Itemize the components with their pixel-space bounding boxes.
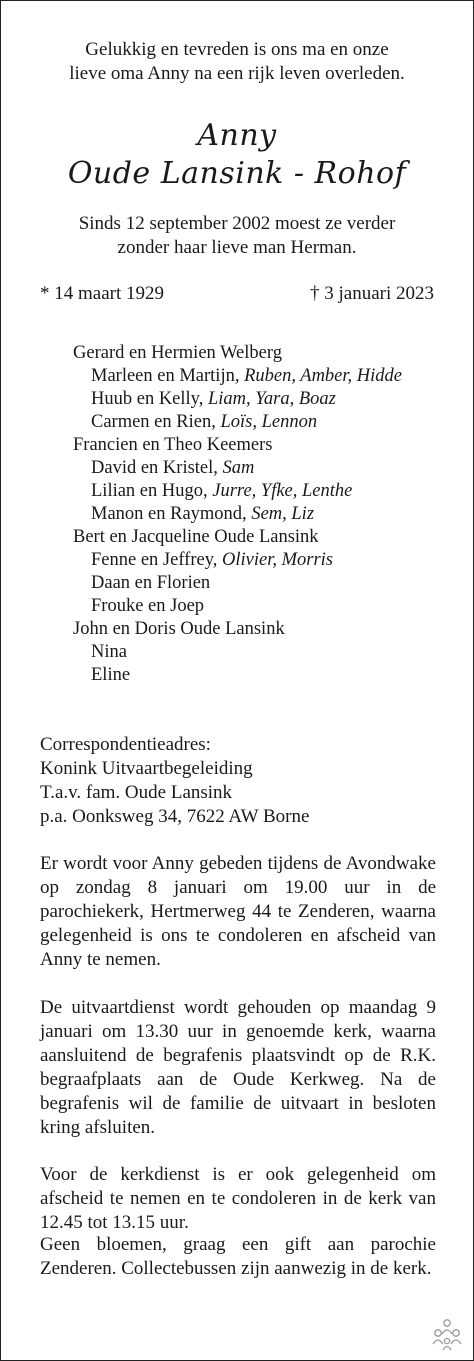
- family-child-entry: [73, 618, 402, 641]
- family-grandchild-entry: [73, 388, 402, 411]
- great-grandchildren-names: Ruben, Amber, Hidde: [244, 366, 403, 386]
- people-group-icon: [430, 1317, 464, 1351]
- family-names: Nina: [91, 642, 127, 662]
- farewell-paragraph: Voor de kerkdienst is er ook gelegenheid om afscheid te nemen en te condoleren in de kerk van 12.45 tot 13.15 uur.: [40, 1164, 436, 1233]
- family-grandchild-entry: [73, 365, 402, 388]
- family-names: Frouke en Joep: [91, 596, 205, 616]
- family-names: Fenne en Jeffrey,: [91, 550, 222, 570]
- deceased-name: [0, 117, 474, 193]
- great-grandchildren-names: Olivier, Morris: [222, 550, 333, 570]
- since-line: zonder haar lieve man Herman.: [117, 237, 357, 258]
- great-grandchildren-names: Jurre, Yfke, Lenthe: [212, 481, 353, 501]
- family-names: Huub en Kelly,: [91, 389, 208, 409]
- family-grandchild-entry: [73, 457, 402, 480]
- family-grandchild-entry: [73, 549, 402, 572]
- correspondence-address: [40, 733, 309, 829]
- address-line: Correspondentieadres:: [40, 734, 211, 755]
- family-names: Carmen en Rien,: [91, 412, 221, 432]
- great-grandchildren-names: Sem, Liz: [251, 504, 315, 524]
- family-grandchild-entry: [73, 664, 402, 687]
- intro-line: lieve oma Anny na een rijk leven overleden.: [69, 63, 405, 84]
- intro-line: Gelukkig en tevreden is ons ma en onze: [85, 39, 389, 60]
- family-list: [73, 342, 402, 687]
- family-grandchild-entry: [73, 572, 402, 595]
- family-names: Eline: [91, 665, 131, 685]
- donation-paragraph: Geen bloemen, graag een gift aan parochie Zenderen. Collectebussen zijn aanwezig in de kerk.: [40, 1234, 436, 1279]
- family-grandchild-entry: [73, 480, 402, 503]
- full-surname: Oude Lansink - Rohof: [67, 156, 407, 191]
- family-grandchild-entry: [73, 595, 402, 618]
- family-names: Lilian en Hugo,: [91, 481, 213, 501]
- family-names: David en Kristel,: [91, 458, 223, 478]
- family-names: Manon en Raymond,: [91, 504, 252, 524]
- family-names: Daan en Florien: [91, 573, 211, 593]
- family-names: Gerard en Hermien Welberg: [73, 343, 282, 363]
- death-date: † 3 januari 2023: [309, 283, 434, 304]
- address-line: T.a.v. fam. Oude Lansink: [40, 782, 233, 803]
- great-grandchildren-names: Liam, Yara, Boaz: [207, 389, 336, 409]
- since-line: Sinds 12 september 2002 moest ze verder: [78, 213, 396, 234]
- family-grandchild-entry: [73, 503, 402, 526]
- family-grandchild-entry: [73, 411, 402, 434]
- wake-paragraph: Er wordt voor Anny gebeden tijdens de Avondwake op zondag 8 januari om 19.00 uur in de parochiekerk, Hertmerweg 44 te Zenderen, waarna gelegenheid is ons te condoleren en afscheid van Anny te nemen.: [40, 853, 436, 970]
- funeral-paragraph: De uitvaartdienst wordt gehouden op maandag 9 januari om 13.30 uur in genoemde kerk, waarna aansluitend de begrafenis plaatsvindt op de R.K. begraafplaats aan de Oude Kerkweg. Na de begrafenis wil de familie de uitvaart in besloten kring afsluiten.: [40, 997, 436, 1138]
- address-line: p.a. Oonksweg 34, 7622 AW Borne: [40, 806, 310, 827]
- address-line: Konink Uitvaartbegeleiding: [40, 758, 253, 779]
- first-name: Anny: [197, 118, 277, 153]
- birth-date: * 14 maart 1929: [40, 283, 165, 304]
- family-child-entry: [73, 342, 402, 365]
- family-names: Francien en Theo Keemers: [73, 435, 273, 455]
- since-text: [0, 212, 474, 260]
- family-grandchild-entry: [73, 641, 402, 664]
- family-names: Bert en Jacqueline Oude Lansink: [73, 527, 319, 547]
- great-grandchildren-names: Loïs, Lennon: [220, 412, 318, 432]
- family-names: Marleen en Martijn,: [91, 366, 245, 386]
- great-grandchildren-names: Sam: [222, 458, 255, 478]
- family-child-entry: [73, 526, 402, 549]
- family-child-entry: [73, 434, 402, 457]
- intro-text: [0, 38, 474, 86]
- family-names: John en Doris Oude Lansink: [73, 619, 285, 639]
